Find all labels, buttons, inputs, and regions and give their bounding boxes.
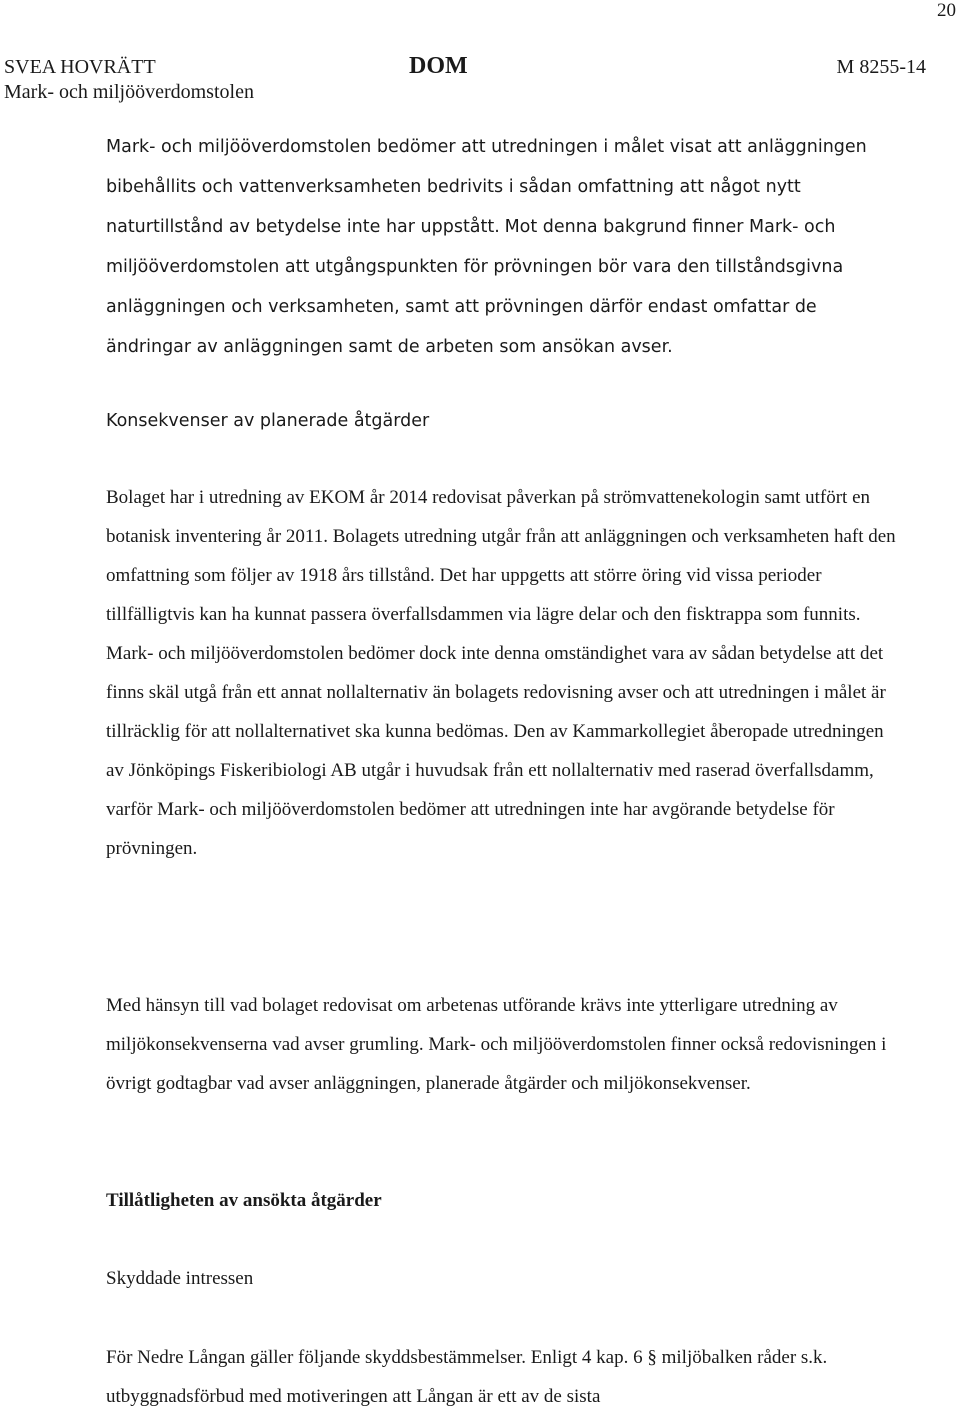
paragraph-1-part-a: Mark- och miljööverdomstolen bedömer att utredningen i målet visat att anläggningen bibehållits och vattenverksamheten bedrivits i sådan omfattning att något nytt naturtillstånd av betydelse inte har uppstått. bbox=[106, 137, 867, 237]
document-type: DOM bbox=[409, 53, 468, 79]
paragraph-3 bbox=[106, 986, 896, 1103]
court-name: SVEA HOVRÄTT bbox=[4, 56, 156, 78]
case-number: M 8255-14 bbox=[836, 56, 926, 78]
page-number: 20 bbox=[937, 0, 956, 21]
paragraph-4 bbox=[106, 1338, 896, 1416]
paragraph-1-part-b: Mot denna bakgrund finner Mark- och miljööverdomstolen att utgångspunkten för prövningen bör vara den tillståndsgivna anläggningen och verksamheten, samt att prövningen därför endast omfattar de ändringar av anläggningen samt de arbeten som ansökan avser. bbox=[106, 217, 844, 357]
paragraph-2 bbox=[106, 478, 896, 868]
paragraph-3-text: Med hänsyn till vad bolaget redovisat om arbetenas utförande krävs inte ytterligare utredning av miljökonsekvenserna vad avser grumling. Mark- och miljööverdomstolen finner också redovisningen i övrigt godtagbar vad avser anläggningen, planerade åtgärder och miljökonsekvenser. bbox=[106, 995, 887, 1094]
paragraph-4-text: För Nedre Långan gäller följande skyddsbestämmelser. Enligt 4 kap. 6 § miljöbalken råder s.k. utbyggnadsförbud med motiveringen att Långan är ett av de sista bbox=[106, 1347, 828, 1407]
court-division: Mark- och miljööverdomstolen bbox=[4, 81, 254, 103]
paragraph-2-text: Bolaget har i utredning av EKOM år 2014 redovisat påverkan på strömvattenekologin samt utfört en botanisk inventering år 2011. Bolagets utredning utgår från att anläggningen och verksamheten haft den omfattning som följer av 1918 års tillstånd. Det har uppgetts att större öring vid vissa perioder tillfälligtvis kan ha kunnat passera överfallsdammen via lägre delar och den fisktrappa som funnits. Mark- och miljööverdomstolen bedömer dock inte denna omständighet vara av sådan betydelse att det finns skäl utgå från ett annat nollalternativ än bolagets redovisning avser och att utredningen i målet är tillräcklig för att nollalternativet ska kunna bedömas. Den av Kammarkollegiet åberopade utredningen av Jönköpings Fiskeribiologi AB utgår i huvudsak från ett nollalternativ med raserad överfallsdamm, varför Mark- och miljööverdomstolen bedömer att utredningen inte har avgörande betydelse för prövningen. bbox=[106, 487, 896, 859]
subheading-consequences: Konsekvenser av planerade åtgärder bbox=[106, 411, 430, 431]
document-header bbox=[4, 55, 926, 105]
paragraph-1 bbox=[106, 127, 896, 367]
section-heading-permissibility: Tillåtligheten av ansökta åtgärder bbox=[106, 1190, 382, 1211]
subheading-protected-interests: Skyddade intressen bbox=[106, 1268, 254, 1289]
